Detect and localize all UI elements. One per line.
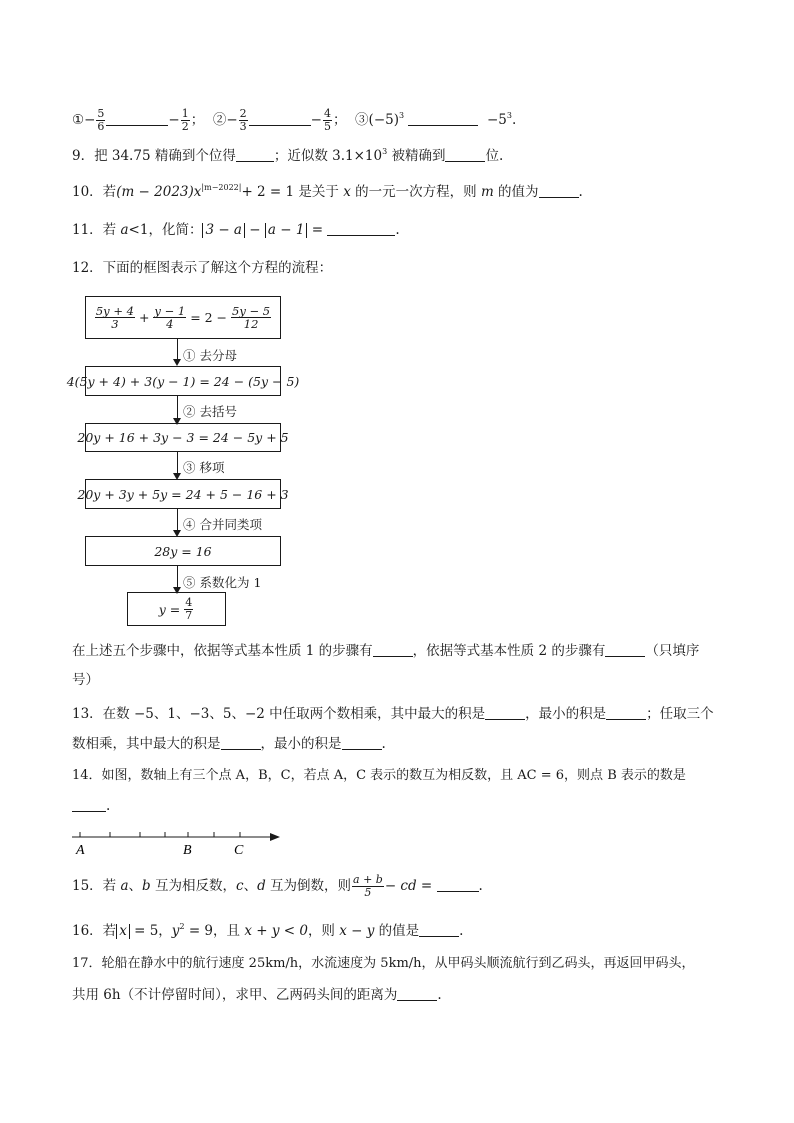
flow-box-2: 4(5y + 4) + 3(y − 1) = 24 − (5y − 5): [85, 366, 281, 396]
answer-blank[interactable]: [72, 799, 106, 812]
answer-blank[interactable]: [445, 149, 485, 162]
question-9: 9．把 34.75 精确到个位得 ；近似数 $3.1\times 10^3$ 被精确到 位.: [72, 147, 504, 164]
flow-step-4: ④ 合并同类项: [183, 517, 262, 532]
answer-blank[interactable]: [539, 185, 579, 198]
answer-blank[interactable]: [419, 924, 459, 937]
answer-blank[interactable]: [408, 113, 478, 126]
fraction: $\frac{2}{3}$: [239, 107, 247, 133]
question-14-cont: .: [72, 796, 110, 816]
question-17-cont: 共用 6h（不计停留时间），求甲、乙两码头间的距离为 .: [72, 987, 442, 1003]
point-label-c: C: [234, 843, 244, 858]
answer-blank[interactable]: [236, 149, 274, 162]
answer-blank[interactable]: [437, 879, 479, 892]
question-12-text: 在上述五个步骤中，依据等式基本性质 1 的步骤有 ，依据等式基本性质 2 的步骤有 （只填序: [72, 643, 700, 659]
question-12-title: 12．下面的框图表示了解这个方程的流程：: [72, 260, 333, 276]
flow-box-3: 20y + 16 + 3y − 3 = 24 − 5y + 5: [85, 423, 281, 452]
fraction: $\frac{1}{2}$: [181, 107, 189, 133]
question-13: 13．在数 −5、1、−3、5、−2 中任取两个数相乘，其中最大的积是 ，最小的积是 ；任取三个: [72, 706, 714, 722]
arrowhead-icon: [173, 359, 181, 366]
point-label-a: A: [76, 843, 85, 858]
answer-blank[interactable]: [605, 644, 645, 657]
question-15: 15．若 a、b 互为相反数，c、d 互为倒数，则 $\frac{a + b}{5}$ − cd = .: [72, 873, 483, 899]
question-12-text-cont: 号）: [72, 672, 99, 688]
answer-blank[interactable]: [342, 737, 382, 750]
answer-blank[interactable]: [397, 988, 437, 1001]
answer-blank[interactable]: [221, 737, 261, 750]
answer-blank[interactable]: [373, 644, 413, 657]
number-line: [70, 826, 300, 862]
flow-box-6: y = $\frac{4}{7}$: [127, 592, 226, 626]
flow-step-2: ② 去括号: [183, 404, 237, 419]
flow-step-1: ① 去分母: [183, 348, 237, 363]
flow-box-5: 28y = 16: [85, 536, 281, 566]
answer-blank[interactable]: [249, 113, 311, 126]
arrowhead-icon: [270, 833, 280, 841]
question-17: 17．轮船在静水中的航行速度 25km/h，水流速度为 5km/h，从甲码头顺流航行到乙码头，再返回甲码头，: [72, 956, 695, 971]
flow-step-3: ③ 移项: [183, 460, 225, 475]
flow-step-5: ⑤ 系数化为 1: [183, 575, 262, 590]
flow-box-4: 20y + 3y + 5y = 24 + 5 − 16 + 3: [85, 479, 281, 509]
question-13-cont: 数相乘，其中最大的积是 ，最小的积是 .: [72, 736, 386, 752]
fraction: $\frac{4}{5}$: [323, 107, 331, 133]
question-16: 16．若 x = 5，$y^2 = 9$，且 x + y < 0，则 x − y 的值是 .: [72, 922, 464, 939]
answer-blank[interactable]: [106, 113, 168, 126]
absolute-value: 3 − a: [202, 223, 245, 238]
question-10: 10．若$(m - 2023)x^{|m-2022|}+ 2 = 1$ 是关于 x 的一元一次方程，则 m 的值为 .: [72, 183, 583, 200]
answer-blank[interactable]: [327, 223, 395, 236]
answer-blank[interactable]: [485, 707, 525, 720]
question-14: 14．如图，数轴上有三个点 A，B，C，若点 A，C 表示的数互为相反数，且 AC = 6，则点 B 表示的数是: [72, 768, 686, 783]
absolute-value: x: [116, 924, 130, 939]
answer-blank[interactable]: [606, 707, 646, 720]
fraction: $\frac{5}{6}$: [97, 107, 105, 133]
question-11: 11．若 a<1，化简： 3 − a − a − 1 = .: [72, 222, 400, 238]
q8-line: ①− $\frac{5}{6}$ − $\frac{1}{2}$ ； ②− $\frac{2}{3}$ − $\frac{4}{5}$ ； $③(-5)^3$ $-5^3$.: [72, 107, 517, 133]
fraction: $\frac{a + b}{5}$: [353, 873, 383, 899]
flow-box-1: $\frac{5y + 4}{3}$ + $\frac{y - 1}{4}$ = 2 − $\frac{5y - 5}{12}$: [85, 296, 281, 339]
point-label-b: B: [183, 843, 192, 858]
absolute-value: a − 1: [265, 223, 308, 238]
